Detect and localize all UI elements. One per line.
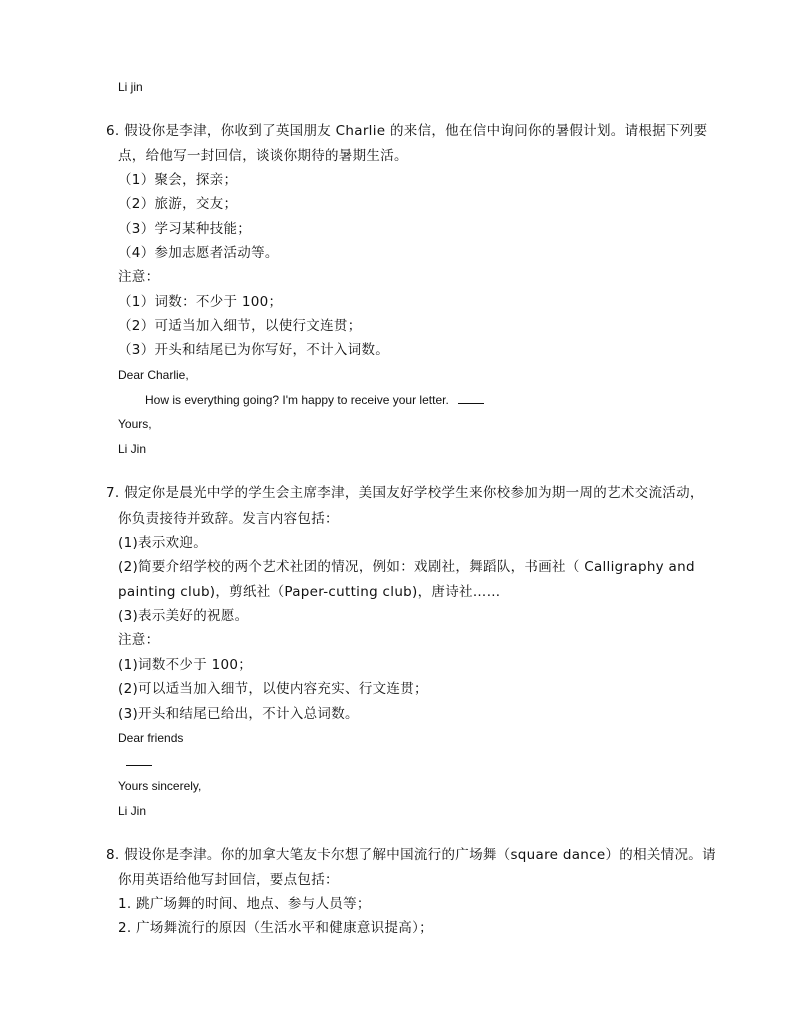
q6-opening <box>145 391 484 409</box>
q6-greeting: Dear Charlie, <box>118 368 189 382</box>
q6-note-1: （1）词数：不少于 100； <box>118 294 283 310</box>
q6-closing: Yours, <box>118 417 152 431</box>
q6-prompt-line1 <box>106 122 707 140</box>
q7-prompt-line1 <box>106 484 704 502</box>
q7-answer-line <box>126 753 152 771</box>
q7-note-label: 注意： <box>118 632 160 648</box>
q6-point-3: （3）学习某种技能； <box>118 221 252 237</box>
q6-signature: Li Jin <box>118 442 147 456</box>
q7-item-2-line1: (2)简要介绍学校的两个艺术社团的情况，例如：戏剧社，舞蹈队，书画社（ Calligraphy and <box>118 559 695 575</box>
q7-closing: Yours sincerely, <box>118 779 202 793</box>
q7-number: 7. <box>106 485 120 501</box>
q7-note-3: (3)开头和结尾已给出，不计入总词数。 <box>118 706 359 722</box>
q6-point-4: （4）参加志愿者活动等。 <box>118 245 279 261</box>
q6-number: 6. <box>106 123 120 139</box>
q8-prompt-text-1: 假设你是李津。你的加拿大笔友卡尔想了解中国流行的广场舞（square dance）的相关情况。请 <box>124 847 716 863</box>
q6-note-label: 注意： <box>118 269 160 285</box>
q7-answer-blank <box>126 754 152 766</box>
q7-item-2-line2: painting club)，剪纸社（Paper-cutting club)，唐诗社…… <box>118 584 501 600</box>
q7-prompt-line2: 你负责接待并致辞。发言内容包括： <box>118 511 339 527</box>
q6-prompt-line2: 点，给他写一封回信，谈谈你期待的暑期生活。 <box>118 148 408 164</box>
q6-opening-text: How is everything going? I'm happy to receive your letter. <box>145 393 449 407</box>
q6-point-2: （2）旅游，交友； <box>118 196 238 212</box>
q8-point-1: 1. 跳广场舞的时间、地点、参与人员等； <box>118 896 371 912</box>
q6-prompt-text-1: 假设你是李津，你收到了英国朋友 Charlie 的来信，他在信中询问你的暑假计划。请根据下列要 <box>124 123 708 139</box>
q6-answer-blank <box>458 392 484 404</box>
q8-point-2: 2. 广场舞流行的原因（生活水平和健康意识提高）； <box>118 920 433 936</box>
q7-note-2: (2)可以适当加入细节，以使内容充实、行文连贯； <box>118 681 428 697</box>
q7-greeting: Dear friends <box>118 731 184 745</box>
q7-item-3: (3)表示美好的祝愿。 <box>118 608 249 624</box>
q8-number: 8. <box>106 847 120 863</box>
q7-signature: Li Jin <box>118 804 147 818</box>
q8-prompt-line1 <box>106 846 716 864</box>
q7-item-1: (1)表示欢迎。 <box>118 535 208 551</box>
q6-point-1: （1）聚会，探亲； <box>118 172 238 188</box>
q7-note-1: (1)词数不少于 100； <box>118 657 253 673</box>
q8-prompt-line2: 你用英语给他写封回信，要点包括： <box>118 872 339 888</box>
q6-note-3: （3）开头和结尾已为你写好，不计入词数。 <box>118 342 390 358</box>
top-signature: Li jin <box>118 80 143 94</box>
q6-note-2: （2）可适当加入细节，以使行文连贯； <box>118 318 362 334</box>
q7-prompt-text-1: 假定你是晨光中学的学生会主席李津，美国友好学校学生来你校参加为期一周的艺术交流活动， <box>124 485 704 501</box>
